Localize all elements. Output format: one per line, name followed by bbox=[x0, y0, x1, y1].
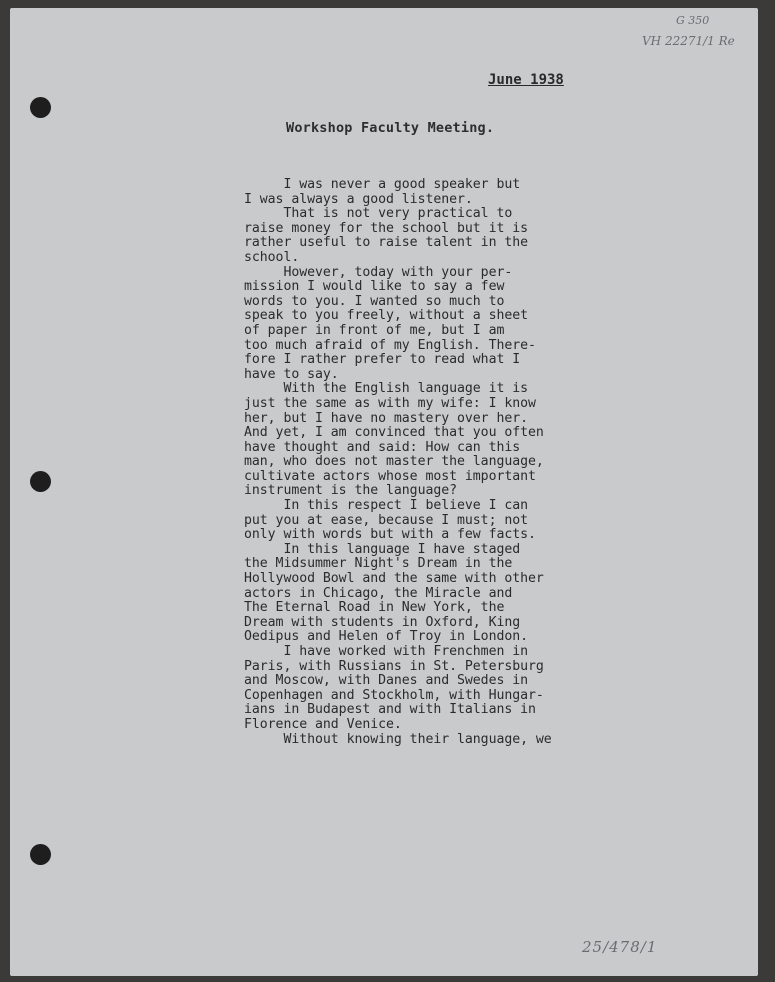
letter-date: June 1938 bbox=[488, 72, 564, 88]
text-line: of paper in front of me, but I am bbox=[244, 322, 505, 338]
typed-body-text bbox=[244, 178, 604, 747]
text-line: just the same as with my wife: I know bbox=[244, 395, 536, 411]
archive-mark-bottom: 25/478/1 bbox=[582, 938, 658, 956]
text-line: fore I rather prefer to read what I bbox=[244, 352, 521, 368]
text-line: have thought and said: How can this bbox=[244, 439, 521, 455]
text-line: I have worked with Frenchmen in bbox=[244, 644, 529, 659]
punch-hole-middle bbox=[30, 471, 51, 492]
text-line: cultivate actors whose most important bbox=[244, 468, 536, 484]
text-line: man, who does not master the language, bbox=[244, 454, 544, 470]
text-line: too much afraid of my English. There- bbox=[244, 337, 536, 353]
text-line: In this language I have staged bbox=[244, 541, 521, 557]
text-line: And yet, I am convinced that you often bbox=[244, 425, 544, 441]
text-line: Dream with students in Oxford, King bbox=[244, 614, 521, 630]
text-line: instrument is the language? bbox=[244, 483, 458, 499]
text-line: In this respect I believe I can bbox=[244, 498, 529, 514]
archive-mark-top-1: G 350 bbox=[676, 14, 710, 27]
text-line: ians in Budapest and with Italians in bbox=[244, 702, 536, 718]
document-heading: Workshop Faculty Meeting. bbox=[286, 120, 495, 136]
text-line: words to you. I wanted so much to bbox=[244, 293, 505, 309]
text-line: However, today with your per- bbox=[244, 264, 513, 280]
text-line: actors in Chicago, the Miracle and bbox=[244, 585, 513, 601]
text-line: Copenhagen and Stockholm, with Hungar- bbox=[244, 687, 544, 703]
text-line: Oedipus and Helen of Troy in London. bbox=[244, 629, 529, 645]
text-line: her, but I have no mastery over her. bbox=[244, 410, 529, 426]
text-line: I was never a good speaker but bbox=[244, 177, 521, 192]
text-line: the Midsummer Night's Dream in the bbox=[244, 556, 513, 572]
text-line: Hollywood Bowl and the same with other bbox=[244, 571, 544, 587]
text-line: raise money for the school but it is bbox=[244, 220, 529, 236]
text-line: only with words but with a few facts. bbox=[244, 527, 536, 543]
text-line: I was always a good listener. bbox=[244, 191, 473, 207]
punch-hole-top bbox=[30, 97, 51, 118]
text-line: mission I would like to say a few bbox=[244, 279, 505, 295]
text-line: put you at ease, because I must; not bbox=[244, 512, 529, 528]
text-line: school. bbox=[244, 249, 300, 265]
archive-mark-top-2: VH 22271/1 Re bbox=[642, 34, 735, 48]
text-line: The Eternal Road in New York, the bbox=[244, 600, 505, 616]
text-line: Florence and Venice. bbox=[244, 716, 402, 732]
text-line: rather useful to raise talent in the bbox=[244, 235, 529, 251]
text-line: With the English language it is bbox=[244, 381, 529, 397]
text-line: and Moscow, with Danes and Swedes in bbox=[244, 673, 529, 689]
text-line: Without knowing their language, we bbox=[244, 731, 552, 747]
text-line: Paris, with Russians in St. Petersburg bbox=[244, 658, 544, 674]
punch-hole-bottom bbox=[30, 844, 51, 865]
text-line: That is not very practical to bbox=[244, 206, 513, 222]
text-line: speak to you freely, without a sheet bbox=[244, 308, 529, 324]
text-line: have to say. bbox=[244, 366, 339, 382]
